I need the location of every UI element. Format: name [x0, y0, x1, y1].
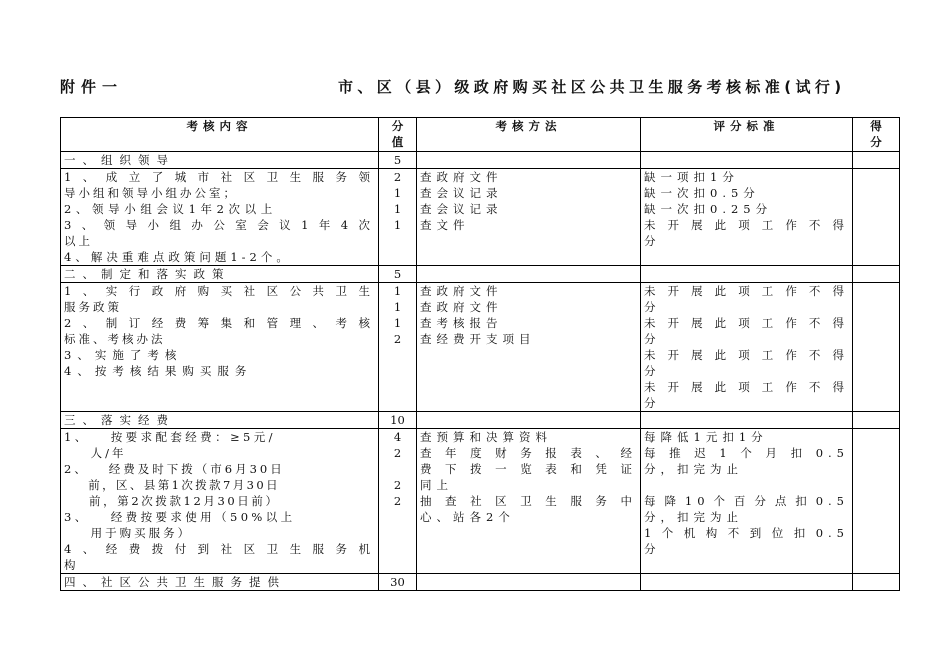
empty-cell — [417, 266, 641, 283]
empty-cell — [641, 412, 853, 429]
empty-cell — [641, 266, 853, 283]
criteria-cell — [641, 283, 853, 412]
content-cell — [61, 169, 379, 266]
content-line: 4、按考核结果购买服务 — [64, 364, 253, 378]
empty-cell — [853, 412, 900, 429]
method-line: 查会议记录 — [420, 202, 503, 216]
empty-cell — [853, 152, 900, 169]
method-line: 查政府文件 — [420, 300, 503, 314]
col-header-content: 考核内容 — [61, 118, 379, 152]
criteria-line: 缺一次扣0.5分 — [644, 186, 760, 200]
method-line: 查文件 — [420, 218, 470, 232]
criteria-line — [644, 477, 849, 493]
result-cell — [853, 429, 900, 574]
score-value: 4 — [393, 430, 402, 444]
content-line: 3、 经费按要求使用（50%以上 — [64, 510, 296, 524]
criteria-cell — [641, 429, 853, 574]
criteria-line: 未开展此项工作不得 — [644, 284, 849, 298]
method-line: 查考核报告 — [420, 316, 503, 330]
empty-cell — [641, 574, 853, 591]
content-line: 服务政策 — [64, 300, 122, 314]
section-title-text: 四、社区公共卫生服务提供 — [64, 575, 286, 589]
method-line: 同上 — [420, 478, 453, 492]
section-row — [61, 412, 900, 429]
col-header-score-text: 分 值 — [391, 119, 404, 149]
result-cell — [853, 283, 900, 412]
score-value: 2 — [393, 170, 402, 184]
content-line: 3、实施了考核 — [64, 348, 183, 362]
empty-cell — [641, 152, 853, 169]
col-header-result-text: 得 分 — [870, 119, 882, 149]
assessment-table — [60, 117, 900, 591]
col-header-score — [379, 118, 417, 152]
content-line: 2、领导小组会议1年2次以上 — [64, 202, 277, 216]
content-line: 1、实行政府购买社区公共卫生 — [64, 284, 375, 298]
criteria-line: 分 — [644, 396, 656, 410]
method-line: 查预算和决算资料 — [420, 430, 552, 444]
score-cell — [379, 169, 417, 266]
method-cell — [417, 429, 641, 574]
content-line: 1、 按要求配套经费：≥5元/ — [64, 430, 276, 444]
section-score: 5 — [379, 266, 417, 283]
attachment-label: 附件一 — [60, 78, 124, 96]
method-line: 查政府文件 — [420, 170, 503, 184]
content-line: 导小组和领导小组办公室； — [64, 186, 238, 200]
col-header-result — [853, 118, 900, 152]
content-line: 1、成立了城市社区卫生服务领 — [64, 170, 375, 184]
score-value — [382, 461, 413, 477]
section-title-text: 一、组织领导 — [64, 153, 175, 167]
empty-cell — [417, 574, 641, 591]
section-title-text: 三、落实经费 — [64, 413, 175, 427]
section-title-text: 二、制定和落实政策 — [64, 267, 231, 281]
content-cell — [61, 429, 379, 574]
criteria-line: 每降10个百分点扣0.5 — [644, 494, 849, 508]
score-value: 1 — [393, 316, 402, 330]
empty-cell — [853, 574, 900, 591]
criteria-line: 每推迟1个月扣0.5 — [644, 446, 849, 460]
criteria-line: 1个机构不到位扣0.5 — [644, 526, 849, 540]
table-header-row — [61, 118, 900, 152]
criteria-line: 分，扣完为止 — [644, 510, 743, 524]
col-header-method: 考核方法 — [417, 118, 641, 152]
section-title — [61, 266, 379, 283]
content-line: 3、领导小组办公室会议1年4次 — [64, 218, 375, 232]
criteria-cell — [641, 169, 853, 266]
criteria-line: 每降低1元扣1分 — [644, 430, 768, 444]
score-value: 1 — [393, 186, 402, 200]
method-line: 抽查社区卫生服务中 — [420, 494, 637, 508]
content-line: 前，区、县第1次拨款7月30日 — [64, 478, 280, 492]
content-line: 标准、考核办法 — [64, 332, 166, 346]
score-value: 1 — [393, 218, 402, 232]
method-line: 查政府文件 — [420, 284, 503, 298]
content-line: 构 — [64, 558, 76, 572]
criteria-line: 分 — [644, 300, 656, 314]
section-score: 30 — [379, 574, 417, 591]
content-line: 4、解决重难点政策问题1-2个。 — [64, 250, 292, 264]
method-line: 查经费开支项目 — [420, 332, 536, 346]
table-row — [61, 283, 900, 412]
content-line: 人/年 — [64, 446, 127, 460]
score-cell — [379, 283, 417, 412]
method-line: 费下拨一览表和凭证 — [420, 462, 637, 476]
criteria-line: 分 — [644, 234, 656, 248]
section-row — [61, 266, 900, 283]
empty-cell — [417, 412, 641, 429]
method-line: 心、站各2个 — [420, 510, 515, 524]
table-row — [61, 429, 900, 574]
criteria-line: 分 — [644, 332, 656, 346]
method-line: 查年度财务报表、经 — [420, 446, 637, 460]
criteria-line: 未开展此项工作不得 — [644, 316, 849, 330]
document-header — [0, 76, 950, 100]
criteria-line: 分，扣完为止 — [644, 462, 743, 476]
content-line: 以上 — [64, 234, 93, 248]
empty-cell — [853, 266, 900, 283]
criteria-line: 缺一次扣0.25分 — [644, 202, 773, 216]
section-score: 10 — [379, 412, 417, 429]
content-line: 用于购买服务） — [64, 526, 193, 540]
criteria-line: 未开展此项工作不得 — [644, 348, 849, 362]
criteria-line: 分 — [644, 364, 656, 378]
result-cell — [853, 169, 900, 266]
section-score: 5 — [379, 152, 417, 169]
method-line: 查会议记录 — [420, 186, 503, 200]
content-line: 4、经费拨付到社区卫生服务机 — [64, 542, 375, 556]
criteria-line: 未开展此项工作不得 — [644, 380, 849, 394]
section-title — [61, 152, 379, 169]
document-title: 市、区（县）级政府购买社区公共卫生服务考核标准(试行) — [338, 78, 846, 96]
empty-cell — [417, 152, 641, 169]
content-cell — [61, 283, 379, 412]
method-cell — [417, 169, 641, 266]
score-value: 2 — [393, 494, 402, 508]
score-value: 2 — [393, 446, 402, 460]
section-row — [61, 574, 900, 591]
section-title — [61, 574, 379, 591]
score-value: 1 — [393, 202, 402, 216]
criteria-line: 分 — [644, 542, 656, 556]
content-line: 2、制订经费筹集和管理、考核 — [64, 316, 375, 330]
score-value: 1 — [393, 300, 402, 314]
score-value: 2 — [393, 478, 402, 492]
col-header-criteria: 评分标准 — [641, 118, 853, 152]
content-line: 2、 经费及时下拨（市6月30日 — [64, 462, 285, 476]
score-value: 1 — [393, 284, 402, 298]
table-row — [61, 169, 900, 266]
method-cell — [417, 283, 641, 412]
score-value: 2 — [393, 332, 402, 346]
score-cell — [379, 429, 417, 574]
content-line: 前，第2次拨款12月30日前） — [64, 494, 280, 508]
criteria-line: 未开展此项工作不得 — [644, 218, 849, 232]
section-title — [61, 412, 379, 429]
section-row — [61, 152, 900, 169]
criteria-line: 缺一项扣1分 — [644, 170, 739, 184]
